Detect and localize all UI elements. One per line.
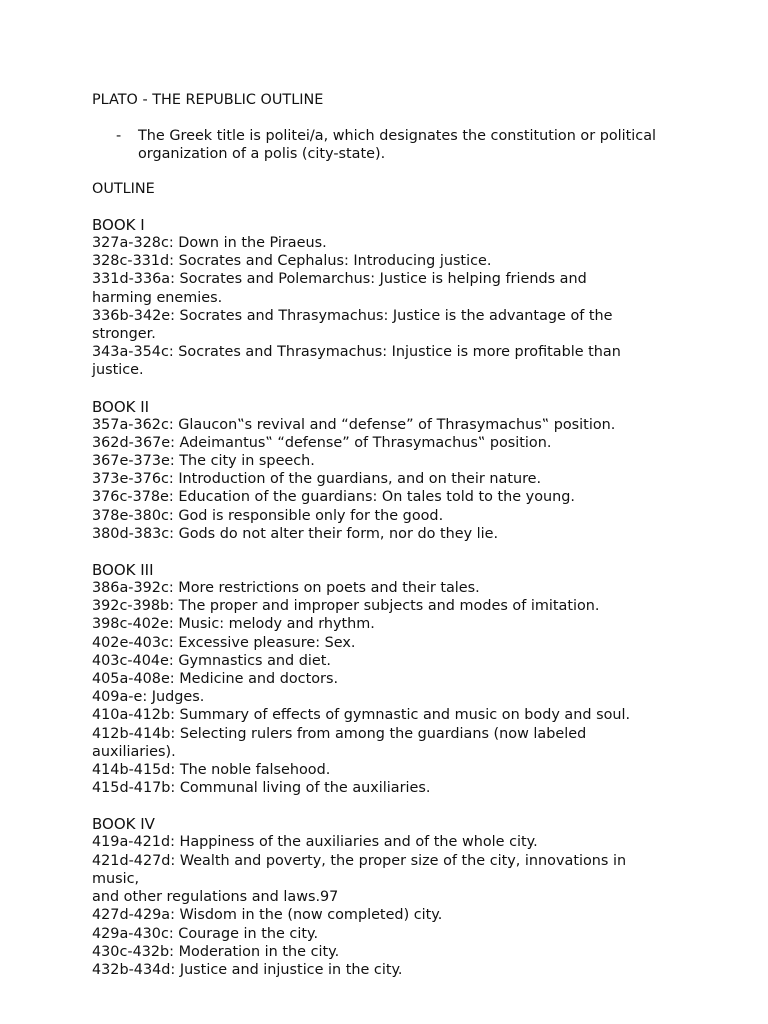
outline-entry: auxiliaries). <box>92 743 176 760</box>
book-entries <box>92 833 692 979</box>
book-entries <box>92 416 692 543</box>
outline-entry: harming enemies. <box>92 289 223 306</box>
outline-entry: 421d-427d: Wealth and poverty, the proper size of the city, innovations in <box>92 852 627 869</box>
outline-entry: stronger. <box>92 326 156 343</box>
outline-entry: 427d-429a: Wisdom in the (now completed) city. <box>92 907 443 924</box>
book-entries <box>92 579 692 797</box>
outline-entry: 403c-404e: Gymnastics and diet. <box>92 652 331 669</box>
outline-entry: 343a-354c: Socrates and Thrasymachus: Injustice is more profitable than <box>92 344 621 361</box>
outline-entry: and other regulations and laws.97 <box>92 889 339 906</box>
outline-entry: music, <box>92 870 140 887</box>
book-title: BOOK IV <box>92 815 155 834</box>
outline-entry: 357a-362c: Glaucon‟s revival and “defense” of Thrasymachus‟ position. <box>92 416 616 433</box>
outline-heading: OUTLINE <box>92 181 155 197</box>
outline-entry: 327a-328c: Down in the Piraeus. <box>92 235 327 251</box>
outline-entry: 380d-383c: Gods do not alter their form, nor do they lie. <box>92 525 499 542</box>
book-title: BOOK II <box>92 397 150 416</box>
bullet-marker: - <box>116 128 122 144</box>
book-entries <box>92 234 692 380</box>
document-title: PLATO - THE REPUBLIC OUTLINE <box>92 92 324 108</box>
outline-entry: justice. <box>92 362 144 379</box>
outline-entry: 336b-342e: Socrates and Thrasymachus: Justice is the advantage of the <box>92 307 613 324</box>
outline-entry: 376c-378e: Education of the guardians: On tales told to the young. <box>92 489 575 506</box>
outline-entry: 398c-402e: Music: melody and rhythm. <box>92 616 375 633</box>
outline-entry: 402e-403c: Excessive pleasure: Sex. <box>92 634 356 651</box>
outline-entry: 328c-331d: Socrates and Cephalus: Introducing justice. <box>92 253 492 270</box>
outline-entry: 392c-398b: The proper and improper subjects and modes of imitation. <box>92 598 600 615</box>
outline-entry: 410a-412b: Summary of effects of gymnastic and music on body and soul. <box>92 707 631 724</box>
outline-entry: 432b-434d: Justice and injustice in the city. <box>92 961 403 978</box>
book-title: BOOK III <box>92 561 154 580</box>
outline-entry: 331d-336a: Socrates and Polemarchus: Justice is helping friends and <box>92 271 587 288</box>
outline-entry: 412b-414b: Selecting rulers from among the guardians (now labeled <box>92 725 587 742</box>
outline-entry: 430c-432b: Moderation in the city. <box>92 943 340 960</box>
book-list <box>92 216 692 979</box>
outline-entry: 414b-415d: The noble falsehood. <box>92 762 331 779</box>
outline-entry: 378e-380c: God is responsible only for the good. <box>92 507 444 524</box>
outline-entry: 409a-e: Judges. <box>92 689 205 706</box>
book-section <box>92 561 692 797</box>
outline-entry: 429a-430c: Courage in the city. <box>92 925 319 942</box>
outline-entry: 419a-421d: Happiness of the auxiliaries and of the whole city. <box>92 834 538 851</box>
bullet-text: The Greek title is politei/a, which designates the constitution or political organization of a polis (city-state). <box>138 128 657 162</box>
book-section <box>92 815 692 979</box>
outline-entry: 415d-417b: Communal living of the auxiliaries. <box>92 780 431 797</box>
book-section <box>92 398 692 543</box>
outline-entry: 367e-373e: The city in speech. <box>92 453 315 470</box>
book-section <box>92 216 692 380</box>
intro-bullet <box>116 127 692 163</box>
outline-entry: 386a-392c: More restrictions on poets and their tales. <box>92 580 480 597</box>
outline-entry: 373e-376c: Introduction of the guardians, and on their nature. <box>92 471 542 488</box>
outline-entry: 405a-408e: Medicine and doctors. <box>92 671 339 688</box>
book-title: BOOK I <box>92 216 145 234</box>
document-page <box>92 90 692 979</box>
outline-entry: 362d-367e: Adeimantus‟ “defense” of Thrasymachus‟ position. <box>92 434 552 451</box>
